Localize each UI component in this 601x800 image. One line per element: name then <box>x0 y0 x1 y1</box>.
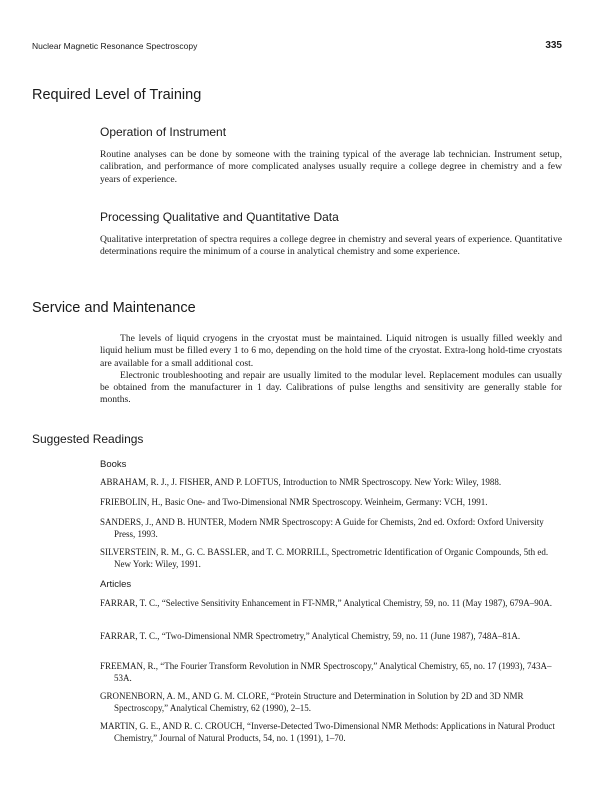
service-body <box>100 333 562 407</box>
subsection-title-operation: Operation of Instrument <box>100 125 227 139</box>
page-number: 335 <box>545 40 562 51</box>
section-title-readings: Suggested Readings <box>32 432 144 446</box>
reference-book: FRIEBOLIN, H., Basic One- and Two-Dimensional NMR Spectroscopy. Weinheim, Germany: VCH, 1991. <box>100 497 488 507</box>
reference-article: MARTIN, G. E., AND R. C. CROUCH, “Inverse-Detected Two-Dimensional NMR Methods: Applications in Natural Product Chemistry,” Journal of Natural Products, 54, no. 1 (1991), 1–70. <box>100 721 555 743</box>
reference-book: SANDERS, J., AND B. HUNTER, Modern NMR Spectroscopy: A Guide for Chemists, 2nd ed. Oxford: Oxford University Press, 1993. <box>100 517 544 539</box>
section-title-training: Required Level of Training <box>32 87 202 103</box>
reference-article: FREEMAN, R., “The Fourier Transform Revolution in NMR Spectroscopy,” Analytical Chemistry, 65, no. 17 (1993), 743A–53A. <box>100 661 552 683</box>
running-title: Nuclear Magnetic Resonance Spectroscopy <box>32 41 198 51</box>
paragraph-service-1: The levels of liquid cryogens in the cryostat must be maintained. Liquid nitrogen is usually filled weekly and liquid helium must be filled every 1 to 6 mo, depending on the hold time of the cryostat. Extra-long hold-time cryostats are available for a small additional cost. <box>100 333 562 369</box>
running-header <box>32 41 562 55</box>
articles-label: Articles <box>100 579 132 590</box>
paragraph-processing: Qualitative interpretation of spectra requires a college degree in chemistry and several years of experience. Quantitative determinations require the minimum of a course in analytical chemistry and some experience. <box>100 234 562 258</box>
reference-book: ABRAHAM, R. J., J. FISHER, AND P. LOFTUS, Introduction to NMR Spectroscopy. New York: Wiley, 1988. <box>100 477 502 487</box>
reference-article: FARRAR, T. C., “Two-Dimensional NMR Spectrometry,” Analytical Chemistry, 59, no. 11 (June 1987), 748A–81A. <box>100 631 521 641</box>
paragraph-operation: Routine analyses can be done by someone with the training typical of the average lab technician. Instrument setup, calibration, and performance of more complicated analyses usually require a college degree in chemistry and a few years of experience. <box>100 149 562 185</box>
reference-article: GRONENBORN, A. M., AND G. M. CLORE, “Protein Structure and Determination in Solution by 2D and 3D NMR Spectroscopy,” Analytical Chemistry, 62 (1990), 2–15. <box>100 691 524 713</box>
reference-article: FARRAR, T. C., “Selective Sensitivity Enhancement in FT-NMR,” Analytical Chemistry, 59, no. 11 (May 1987), 679A–90A. <box>100 598 552 608</box>
paragraph-service-2: Electronic troubleshooting and repair are usually limited to the modular level. Replacement modules can usually be obtained from the manufacturer in 1 day. Calibrations of pulse lengths and sensitivity are generally stable for months. <box>100 369 562 406</box>
section-title-service: Service and Maintenance <box>32 300 196 316</box>
subsection-title-processing: Processing Qualitative and Quantitative Data <box>100 210 339 224</box>
reference-book: SILVERSTEIN, R. M., G. C. BASSLER, and T. C. MORRILL, Spectrometric Identification of Organic Compounds, 5th ed. New York: Wiley, 1991. <box>100 547 549 569</box>
books-label: Books <box>100 459 127 470</box>
